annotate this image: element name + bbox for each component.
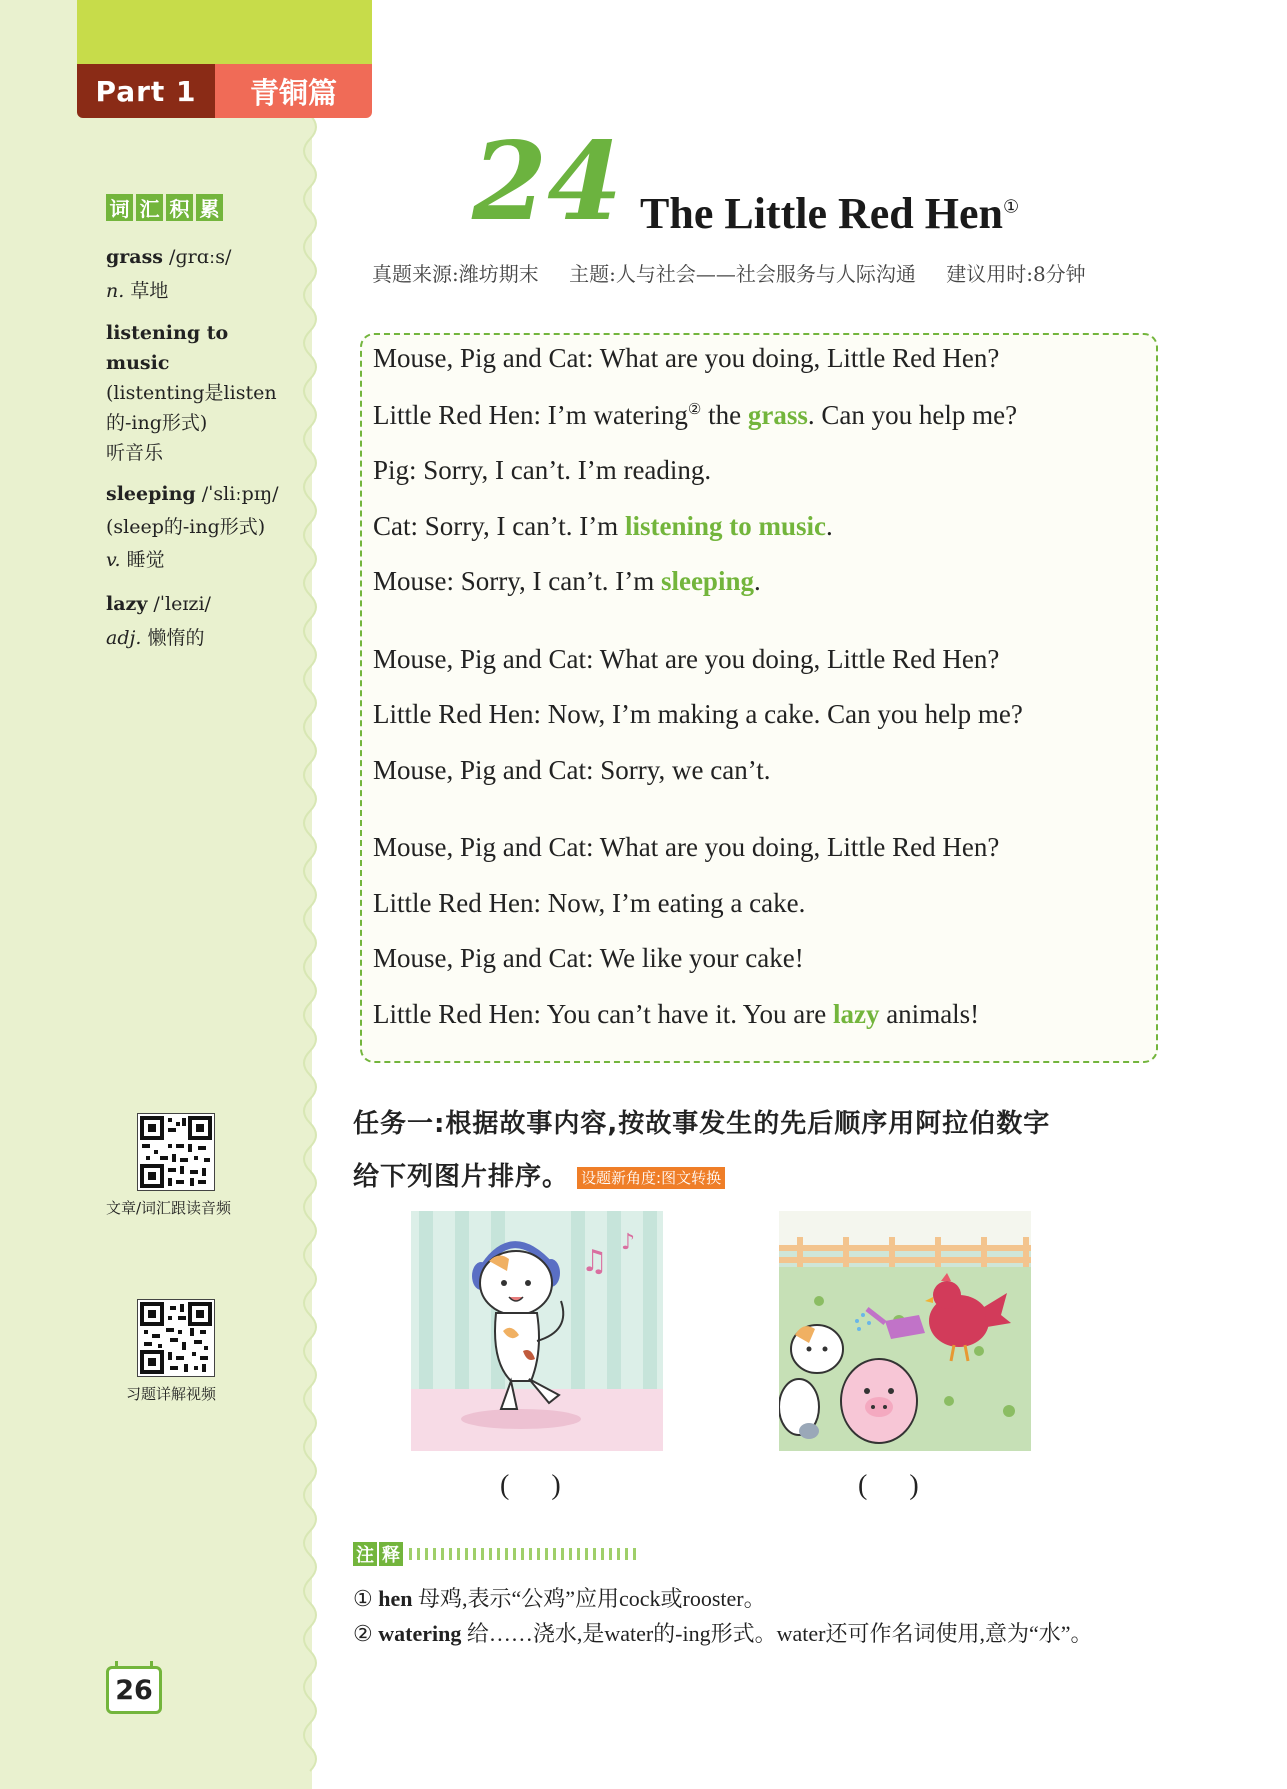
audio-qr-code-icon[interactable] [137,1113,215,1191]
vocab-word: listening to [106,322,229,344]
vocab-word: music [106,352,170,374]
story-text: animals! [879,999,980,1029]
part-header [77,64,372,118]
story-text: the [701,400,748,430]
vocab-entry-grass [106,240,286,308]
video-qr-code-icon[interactable] [137,1299,215,1377]
task-instruction [353,1098,1183,1204]
notes-divider [409,1548,639,1560]
story-line [373,511,833,542]
video-qr-label: 习题详解视频 [126,1385,217,1403]
vocab-list [106,240,286,665]
story-keyword: grass [747,400,808,430]
sidebar-wavy-edge [296,115,326,1789]
hen-watering-illustration [779,1211,1031,1451]
note-word: watering [378,1621,462,1646]
story-line [373,400,1017,431]
vocab-entry-lazy [106,587,286,655]
level-label: 青铜篇 [215,64,372,118]
vocab-word: lazy [106,593,148,615]
meta-time: 建议用时:8分钟 [946,262,1086,286]
meta-theme: 主题:人与社会——社会服务与人际沟通 [569,262,916,286]
lesson-title-text: The Little Red Hen [640,189,1003,238]
title-footnote-marker: ① [1002,196,1020,217]
vocab-note: (listenting是listen [106,382,277,404]
answer-bracket-2[interactable]: ( ) [858,1470,919,1501]
story-text: . Can you help me? [807,400,1018,430]
story-line: Mouse, Pig and Cat: What are you doing, Little Red Hen? [373,644,1000,674]
story-keyword: sleeping [660,566,754,596]
story-line [373,999,979,1030]
vocab-heading-char: 累 [196,194,223,221]
lesson-number: 24 [472,119,623,245]
task-line-2: 给下列图片排序。 [353,1162,570,1192]
story-keyword: lazy [832,999,880,1029]
lesson-meta [372,258,1110,287]
vocab-word: sleeping [106,483,196,505]
vocab-phonetic: /ˈleɪzi/ [153,593,211,615]
vocab-heading-char: 词 [106,194,133,221]
note-number: ① [353,1586,373,1611]
note-1 [353,1582,766,1613]
story-text: Little Red Hen: You can’t have it. You are [373,999,833,1029]
story-line: Pig: Sorry, I can’t. I’m reading. [373,455,712,485]
vocab-pos: n. [106,280,125,302]
story-text: Cat: Sorry, I can’t. I’m [373,511,625,541]
vocab-pos: v. [106,549,121,571]
vocab-meaning: 草地 [130,280,169,302]
vocab-note: 的-ing形式) [106,412,208,434]
vocab-entry-listening [106,318,286,468]
note-number: ② [353,1621,373,1646]
vocab-heading [106,194,223,221]
story-text: Mouse: Sorry, I can’t. I’m [373,566,661,596]
notes-heading [353,1542,639,1566]
vocab-heading-char: 汇 [136,194,163,221]
answer-bracket-1[interactable]: ( ) [500,1470,561,1501]
header-tab-top [77,0,372,66]
story-line: Little Red Hen: Now, I’m eating a cake. [373,888,806,918]
story-text: Little Red Hen: I’m watering [373,400,688,430]
vocab-pos: adj. [106,627,142,649]
meta-source: 真题来源:潍坊期末 [372,262,539,286]
audio-qr-label: 文章/词汇跟读音频 [106,1199,232,1217]
story-line: Mouse, Pig and Cat: Sorry, we can’t. [373,755,771,785]
vocab-word: grass [106,246,163,268]
footnote-marker: ② [687,402,702,418]
vocab-meaning: 懒惰的 [147,627,205,649]
vocab-entry-sleeping [106,478,286,577]
story-line: Mouse, Pig and Cat: We like your cake! [373,943,804,973]
story-text: . [753,566,761,596]
part-label: Part 1 [77,64,215,118]
svg-text:♪: ♪ [621,1230,636,1255]
notes-heading-char: 释 [379,1542,403,1566]
story-text: . [825,511,833,541]
notes-heading-char: 注 [353,1542,377,1566]
task-badge: 设题新角度:图文转换 [577,1167,725,1189]
note-word: hen [378,1586,413,1611]
vocab-meaning: 睡觉 [126,549,165,571]
story-keyword: listening to music [624,511,826,541]
note-text: 母鸡,表示“公鸡”应用cock或rooster。 [412,1586,766,1611]
vocab-phonetic: /ɡrɑːs/ [169,246,232,268]
vocab-note: (sleep的-ing形式) [106,516,266,538]
task-line-1: 任务一:根据故事内容,按故事发生的先后顺序用阿拉伯数字 [353,1109,1051,1139]
vocab-phonetic: /ˈsliːpɪŋ/ [201,483,279,505]
page-number: 26 [106,1666,162,1714]
cat-listening-illustration [411,1211,663,1451]
story-line: Mouse, Pig and Cat: What are you doing, Little Red Hen? [373,832,1000,862]
story-line: Little Red Hen: Now, I’m making a cake. Can you help me? [373,699,1023,729]
note-text: 给……浇水,是water的-ing形式。water还可作名词使用,意为“水”。 [461,1621,1093,1646]
svg-text:♫: ♫ [581,1244,608,1279]
vocab-heading-char: 积 [166,194,193,221]
story-line: Mouse, Pig and Cat: What are you doing, Little Red Hen? [373,343,1000,373]
vocab-meaning: 听音乐 [106,442,164,464]
story-line [373,566,761,597]
lesson-title [640,188,1019,239]
note-2 [353,1617,1093,1648]
